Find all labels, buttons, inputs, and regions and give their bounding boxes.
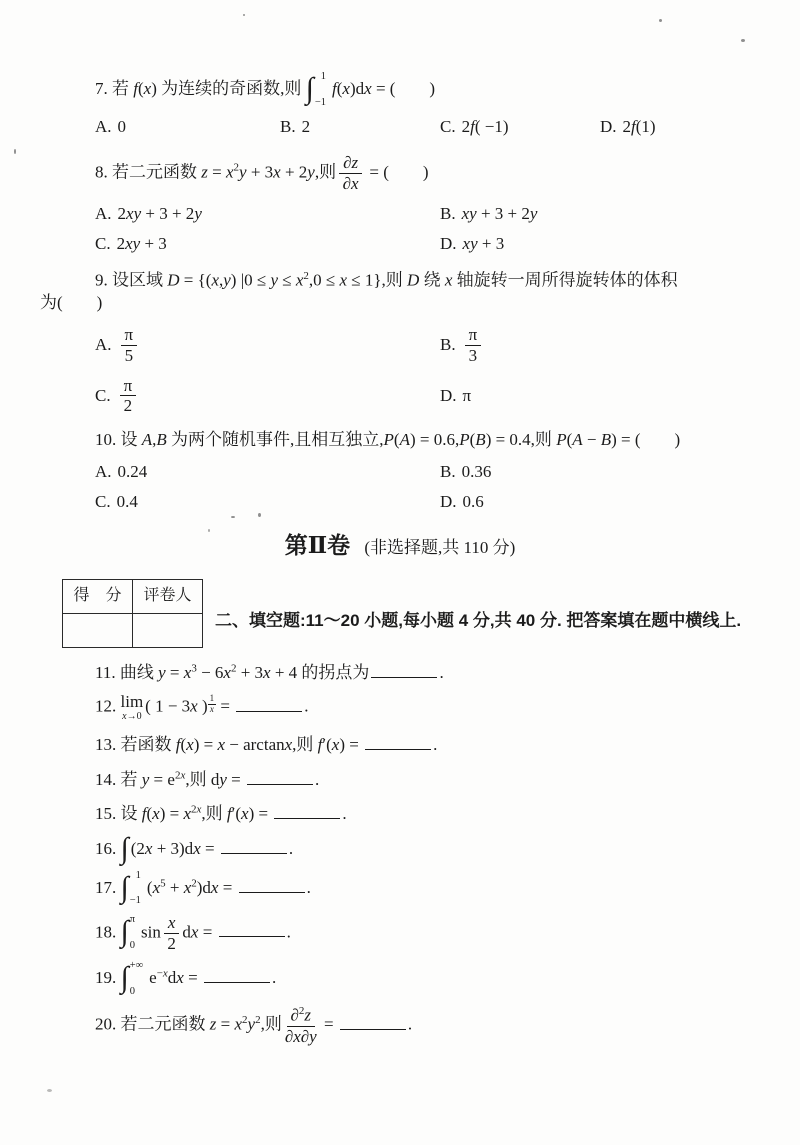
question-7-option-d <box>600 116 760 138</box>
question-9-option-a <box>95 326 440 365</box>
scan-speck <box>659 19 662 22</box>
scan-speck <box>258 513 261 517</box>
question-18: 18. ∫ π 0 sin $\frac{x}{2}$ dx = . <box>95 912 291 953</box>
scan-speck <box>243 14 245 16</box>
option-text: 0.24 <box>117 462 148 482</box>
question-9 <box>40 269 760 415</box>
option-label: A. <box>95 117 112 136</box>
question-8 <box>40 154 760 255</box>
question-8-option-d <box>440 233 760 255</box>
question-13: 13. 若函数 f(x) = x − arctanx,则 f′(x) = . <box>95 732 760 756</box>
scan-speck <box>231 516 235 518</box>
option-label: C. <box>95 385 111 405</box>
question-16: 16. ∫ (2x + 3)dx = . <box>95 831 294 865</box>
question-7-options <box>95 116 760 138</box>
option-label: D. <box>440 385 457 405</box>
question-8-stem: 8. 若二元函数 $z = x^2y + 3x + 2y$,则 $\frac{\partial z}{\partial x}$ = ( ) <box>95 153 429 193</box>
question-9-options <box>95 326 760 415</box>
question-9-stem: 9. 设区域 D = {(x,y) $|0 \le y \le x^2,0 \le x \le 1$},则 D 绕 x 轴旋转一周所得旋转体的体积 为( ) <box>40 269 678 312</box>
option-text: 2 <box>301 117 311 136</box>
option-text: 0 <box>117 117 127 136</box>
question-15: 15. 设 $f(x) = x^{2x}$,则 f′(x) = . <box>95 801 760 825</box>
question-10-option-c <box>95 491 440 513</box>
scan-speck <box>208 529 210 532</box>
option-text: $\frac{\pi}{2}$ <box>117 377 140 416</box>
option-label: C. <box>95 492 111 512</box>
option-text: 2f( −1) <box>461 117 509 136</box>
question-7-option-c <box>440 116 600 138</box>
option-label: D. <box>600 117 617 136</box>
grader-label-cell: 评卷人 <box>133 580 203 614</box>
question-20: 20. 若二元函数 $z = x^2y^2$,则 $\frac{\partial^2z}{\partial x\partial y}$ = . <box>95 1005 413 1046</box>
question-19: 19. ∫ +∞ 0 $e^{-x}dx$ = . <box>95 960 277 997</box>
option-label: B. <box>280 117 296 136</box>
option-text: xy + 3 + 2y <box>461 203 538 223</box>
part2-top-row <box>62 579 760 648</box>
score-value-cell <box>63 614 133 648</box>
option-label: B. <box>440 203 456 223</box>
score-label-cell: 得 分 <box>63 580 133 614</box>
option-label: A. <box>95 462 112 482</box>
option-label: D. <box>440 492 457 512</box>
scan-speck <box>741 39 745 42</box>
question-7 <box>40 72 760 138</box>
option-text: 2xy + 3 + 2y <box>117 203 202 223</box>
question-10-stem: 10. 设 A,B 为两个随机事件,且相互独立,P(A) = 0.6,P(B) = 0.4,则 P(A − B) = ( ) <box>95 430 681 450</box>
score-box <box>62 579 203 648</box>
question-8-options <box>95 203 760 255</box>
question-17: 17. ∫ 1 −1 $(x^5 + x^2)dx$ = . <box>95 869 311 907</box>
question-12: 12. lim x→0 ( 1 − 3x ) $\frac{1}{x}$ = . <box>95 692 309 723</box>
option-label: C. <box>95 233 111 253</box>
part2-header <box>40 531 760 561</box>
scan-speck <box>47 1089 52 1092</box>
option-text: $\frac{\pi}{3}$ <box>462 326 485 365</box>
option-label: A. <box>95 203 112 223</box>
question-8-option-c <box>95 233 440 255</box>
option-text: $\frac{\pi}{5}$ <box>118 326 141 365</box>
question-7-option-b <box>280 116 440 138</box>
question-10 <box>40 429 760 513</box>
option-text: 2xy + 3 <box>116 233 167 253</box>
question-8-option-a <box>95 203 440 225</box>
question-9-option-c <box>95 377 440 416</box>
part2-subtitle: (非选择题,共 110 分) <box>364 538 516 558</box>
question-9-option-d <box>440 385 760 407</box>
option-label: B. <box>440 462 456 482</box>
option-text: 0.36 <box>461 462 492 482</box>
question-9-option-b <box>440 326 760 365</box>
question-11: 11. 曲线 $y = x^3 - 6x^2 + 3x + 4$ 的拐点为 . <box>95 660 760 684</box>
option-text: 2f(1) <box>622 117 656 136</box>
option-text: 0.6 <box>462 492 484 512</box>
question-10-option-a <box>95 461 440 483</box>
option-text: xy + 3 <box>462 233 505 253</box>
option-label: D. <box>440 233 457 253</box>
option-label: B. <box>440 335 456 355</box>
option-text: π <box>462 385 472 405</box>
grader-value-cell <box>133 614 203 648</box>
section2-instructions: 二、填空题:11～20 小题,每小题 4 分,共 40 分. 把答案填在题中横线上. <box>215 610 742 630</box>
option-label: A. <box>95 335 112 355</box>
question-7-option-a <box>95 116 280 138</box>
question-14: 14. 若 $y = e^{2x}$,则 dy = . <box>95 767 760 791</box>
question-8-option-b <box>440 203 760 225</box>
part2-title: 第Ⅱ卷 <box>284 533 351 559</box>
scan-speck <box>14 149 16 154</box>
question-10-option-d <box>440 491 760 513</box>
option-text: 0.4 <box>116 492 138 512</box>
question-10-option-b <box>440 461 760 483</box>
question-7-stem: 7. 若 f(x) 为连续的奇函数,则 ∫ 1 −1 f(x)dx = ( ) <box>95 71 436 108</box>
option-label: C. <box>440 117 456 136</box>
question-10-options <box>95 461 760 513</box>
